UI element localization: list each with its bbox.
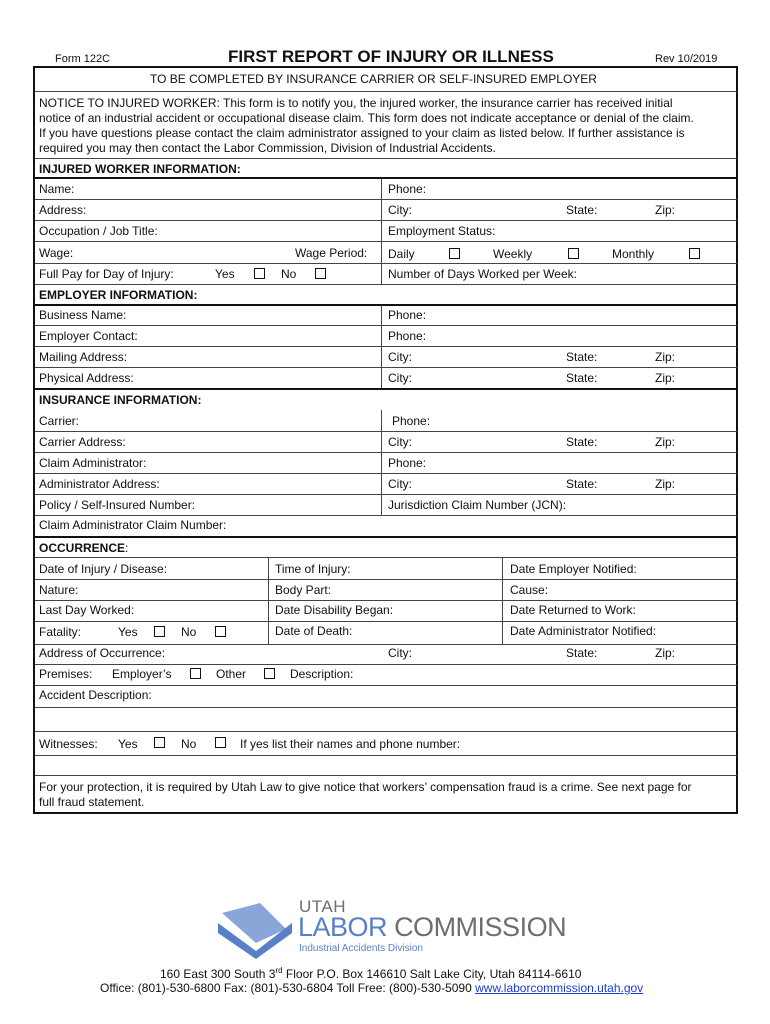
column-divider [381, 178, 382, 284]
physical-address-field[interactable]: Physical Address: [39, 371, 134, 385]
fatality-label: Fatality: [39, 625, 82, 639]
administrator-state-field[interactable]: State: [566, 477, 598, 491]
footer-contact: Office: (801)-530-6800 Fax: (801)-530-6804 Toll Free: (800)-530-5090 www.laborcommission.utah.gov [100, 981, 644, 995]
claim-administrator-field[interactable]: Claim Administrator: [39, 456, 147, 470]
mailing-city-field[interactable]: City: [388, 350, 412, 364]
section-heading-employer: EMPLOYER INFORMATION: [39, 288, 198, 302]
fatality-yes-label: Yes [118, 625, 138, 639]
divider [35, 515, 737, 516]
divider [35, 241, 737, 242]
carrier-field[interactable]: Carrier: [39, 414, 80, 428]
witnesses-label: Witnesses: [39, 737, 98, 751]
notice-line-2: notice of an industrial accident or occupational disease claim. This form does not indicate acceptance or denial of the claim. [39, 111, 694, 125]
worker-zip-field[interactable]: Zip: [655, 203, 676, 217]
monthly-checkbox[interactable] [689, 248, 700, 259]
date-returned-field[interactable]: Date Returned to Work: [510, 603, 636, 617]
date-admin-notified-field[interactable]: Date Administrator Notified: [510, 624, 657, 638]
full-pay-no-checkbox[interactable] [315, 268, 326, 279]
employer-contact-field[interactable]: Employer Contact: [39, 329, 138, 343]
witnesses-yes-checkbox[interactable] [154, 737, 165, 748]
physical-state-field[interactable]: State: [566, 371, 598, 385]
divider [35, 158, 737, 159]
other-premises-label: Other [216, 667, 247, 681]
divider [35, 536, 737, 538]
mailing-state-field[interactable]: State: [566, 350, 598, 364]
last-day-worked-field[interactable]: Last Day Worked: [39, 603, 135, 617]
policy-number-field[interactable]: Policy / Self-Insured Number: [39, 498, 196, 512]
administrator-phone-field[interactable]: Phone: [388, 456, 427, 470]
monthly-label: Monthly [612, 247, 655, 261]
full-pay-no-label: No [281, 267, 297, 281]
divider [35, 664, 737, 665]
administrator-address-field[interactable]: Administrator Address: [39, 477, 160, 491]
occupation-field[interactable]: Occupation / Job Title: [39, 224, 158, 238]
divider [35, 473, 737, 474]
full-pay-label: Full Pay for Day of Injury: [39, 267, 174, 281]
divider [35, 304, 737, 306]
administrator-city-field[interactable]: City: [388, 477, 412, 491]
column-divider [381, 410, 382, 516]
fatality-no-label: No [181, 625, 197, 639]
divider [35, 91, 737, 92]
premises-description-field[interactable]: Description: [290, 667, 354, 681]
divider [35, 199, 737, 200]
divider [35, 494, 737, 495]
full-pay-yes-label: Yes [215, 267, 235, 281]
employers-premises-checkbox[interactable] [190, 668, 201, 679]
divider [35, 346, 737, 347]
fatality-yes-checkbox[interactable] [154, 626, 165, 637]
employment-status-field[interactable]: Employment Status: [388, 224, 496, 238]
divider [35, 220, 737, 221]
occurrence-city-field[interactable]: City: [388, 646, 412, 660]
days-worked-field[interactable]: Number of Days Worked per Week: [388, 267, 577, 281]
divider [35, 685, 737, 686]
form-number: Form 122C [55, 53, 111, 65]
employer-phone-field[interactable]: Phone: [388, 308, 427, 322]
notice-line-3: If you have questions please contact the claim administrator assigned to your claim as listed below. If further assistance is [39, 126, 685, 140]
logo-state: UTAH [299, 897, 347, 916]
divider [35, 755, 737, 756]
occurrence-zip-field[interactable]: Zip: [655, 646, 676, 660]
logo-division: Industrial Accidents Division [299, 943, 423, 954]
divider [35, 452, 737, 453]
cause-field[interactable]: Cause: [510, 583, 549, 597]
weekly-label: Weekly [493, 247, 533, 261]
worker-address-field[interactable]: Address: [39, 203, 87, 217]
physical-city-field[interactable]: City: [388, 371, 412, 385]
mailing-address-field[interactable]: Mailing Address: [39, 350, 128, 364]
daily-checkbox[interactable] [449, 248, 460, 259]
address-of-occurrence-field[interactable]: Address of Occurrence: [39, 646, 166, 660]
wage-period-label: Wage Period: [295, 246, 368, 260]
date-employer-notified-field[interactable]: Date Employer Notified: [510, 562, 637, 576]
contact-phone-field[interactable]: Phone: [388, 329, 427, 343]
full-pay-yes-checkbox[interactable] [254, 268, 265, 279]
physical-zip-field[interactable]: Zip: [655, 371, 676, 385]
website-link[interactable]: www.laborcommission.utah.gov [475, 981, 644, 995]
carrier-address-field[interactable]: Carrier Address: [39, 435, 126, 449]
occurrence-state-field[interactable]: State: [566, 646, 598, 660]
date-of-injury-field[interactable]: Date of Injury / Disease: [39, 562, 168, 576]
worker-phone-field[interactable]: Phone: [388, 182, 427, 196]
page-title: FIRST REPORT OF INJURY OR ILLNESS [228, 47, 554, 66]
carrier-phone-field[interactable]: Phone: [392, 414, 431, 428]
divider [35, 325, 737, 326]
date-of-death-field[interactable]: Date of Death: [275, 624, 353, 638]
divider [35, 579, 737, 580]
divider [35, 707, 737, 708]
daily-label: Daily [388, 247, 415, 261]
mailing-zip-field[interactable]: Zip: [655, 350, 676, 364]
subtitle: TO BE COMPLETED BY INSURANCE CARRIER OR SELF-INSURED EMPLOYER [150, 72, 597, 86]
section-heading-worker: INJURED WORKER INFORMATION: [39, 162, 241, 176]
divider [35, 775, 737, 776]
worker-name-field[interactable]: Name: [39, 182, 75, 196]
divider [35, 557, 737, 558]
divider [35, 284, 737, 285]
column-divider [502, 558, 503, 644]
business-name-field[interactable]: Business Name: [39, 308, 127, 322]
logo-labor: LABOR [298, 912, 388, 942]
logo-wordmark [298, 912, 566, 943]
accident-description-field[interactable]: Accident Description: [39, 688, 152, 702]
jcn-field[interactable]: Jurisdiction Claim Number (JCN): [388, 498, 567, 512]
divider [35, 731, 737, 732]
other-premises-checkbox[interactable] [264, 668, 275, 679]
notice-line-4: required you may then contact the Labor Commission, Division of Industrial Accidents. [39, 141, 496, 155]
fatality-no-checkbox[interactable] [215, 626, 226, 637]
divider [35, 388, 737, 390]
worker-city-field[interactable]: City: [388, 203, 412, 217]
employers-premises-label: Employer’s [112, 667, 172, 681]
divider [35, 263, 737, 264]
section-heading-insurance: INSURANCE INFORMATION: [39, 393, 202, 407]
divider [35, 644, 737, 645]
time-of-injury-field[interactable]: Time of Injury: [275, 562, 351, 576]
carrier-zip-field[interactable]: Zip: [655, 435, 676, 449]
logo-commission: COMMISSION [394, 912, 567, 942]
witnesses-no-checkbox[interactable] [215, 737, 226, 748]
witness-instruction: If yes list their names and phone number: [240, 737, 461, 751]
carrier-state-field[interactable]: State: [566, 435, 598, 449]
witnesses-no-label: No [181, 737, 197, 751]
fraud-notice-line-2: full fraud statement. [39, 795, 145, 809]
premises-label: Premises: [39, 667, 93, 681]
worker-state-field[interactable]: State: [566, 203, 598, 217]
divider [35, 600, 737, 601]
labor-commission-logo-mark [216, 899, 294, 959]
carrier-city-field[interactable]: City: [388, 435, 412, 449]
admin-claim-number-field[interactable]: Claim Administrator Claim Number: [39, 518, 227, 532]
notice-line-1: NOTICE TO INJURED WORKER: This form is to notify you, the injured worker, the insurance carrier has received initial [39, 96, 673, 110]
column-divider [268, 558, 269, 644]
wage-field[interactable]: Wage: [39, 246, 74, 260]
divider [35, 367, 737, 368]
section-heading-occurrence: OCCURRENCE: [39, 541, 129, 555]
divider [35, 177, 737, 179]
disability-began-field[interactable]: Date Disability Began: [275, 603, 394, 617]
body-part-field[interactable]: Body Part: [275, 583, 332, 597]
divider [35, 431, 737, 432]
revision: Rev 10/2019 [655, 53, 718, 65]
administrator-zip-field[interactable]: Zip: [655, 477, 676, 491]
divider [35, 621, 737, 622]
fraud-notice-line-1: For your protection, it is required by Utah Law to give notice that workers’ compensation fraud is a crime. See next page for [39, 780, 692, 794]
nature-field[interactable]: Nature: [39, 583, 79, 597]
witnesses-yes-label: Yes [118, 737, 138, 751]
footer-address: 160 East 300 South 3rd Floor P.O. Box 146610 Salt Lake City, Utah 84114-6610 [160, 966, 582, 981]
weekly-checkbox[interactable] [568, 248, 579, 259]
